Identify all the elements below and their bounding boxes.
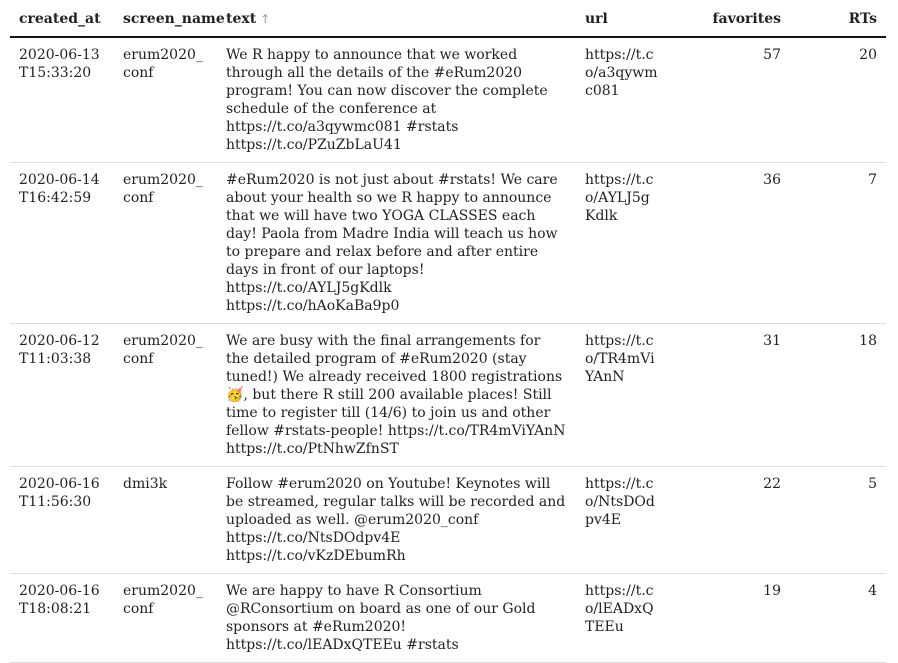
cell-rts: 18	[790, 324, 886, 467]
table-row	[10, 163, 886, 324]
header-screen-name-label: screen_name	[123, 11, 225, 27]
cell-url: https://t.co/NtsDOdpv4E	[576, 467, 669, 574]
cell-url: https://t.co/AYLJ5gKdlk	[576, 163, 669, 324]
cell-rts: 4	[790, 574, 886, 663]
cell-screen-name: erum2020_conf	[114, 37, 217, 163]
cell-screen-name: erum2020_conf	[114, 574, 217, 663]
header-created-at[interactable]	[10, 0, 114, 37]
cell-text	[217, 324, 576, 467]
table-row	[10, 324, 886, 467]
cell-created-at: 2020-06-13T15:33:20	[10, 37, 114, 163]
cell-favorites: 19	[669, 574, 790, 663]
cell-created-at: 2020-06-16T11:56:30	[10, 467, 114, 574]
cell-favorites: 22	[669, 467, 790, 574]
header-text[interactable]	[217, 0, 576, 37]
cell-screen-name: erum2020_conf	[114, 163, 217, 324]
header-text-label: text	[226, 11, 257, 27]
cell-text-part: , but there R still 200 available places! Still time to register till (14/6) to join us and other fellow #rstats-people! https://t.co/TR4mViYAnN https://t.co/PtNhwZfnST	[226, 387, 566, 457]
cell-text: Follow #erum2020 on Youtube! Keynotes will be streamed, regular talks will be recorded and uploaded as well. @erum2020_conf https://t.co/NtsDOdpv4E https://t.co/vKzDEbumRh	[217, 467, 576, 574]
cell-text: #eRum2020 is not just about #rstats! We care about your health so we R happy to announce that we will have two YOGA CLASSES each day! Paola from Madre India will teach us how to prepare and relax before and after entire days in front of our laptops! https://t.co/AYLJ5gKdlk https://t.co/hAoKaBa9p0	[217, 163, 576, 324]
cell-rts: 5	[790, 467, 886, 574]
cell-created-at: 2020-06-16T18:08:21	[10, 574, 114, 663]
cell-screen-name: dmi3k	[114, 467, 217, 574]
header-created-at-label: created_at	[19, 11, 101, 27]
cell-favorites: 36	[669, 163, 790, 324]
cell-favorites: 57	[669, 37, 790, 163]
table-body	[10, 37, 886, 663]
header-rts-label: RTs	[848, 11, 877, 27]
header-favorites-label: favorites	[712, 11, 781, 27]
header-screen-name[interactable]	[114, 0, 225, 37]
cell-rts: 7	[790, 163, 886, 324]
table-row	[10, 37, 886, 163]
table-row	[10, 574, 886, 663]
cell-url: https://t.co/TR4mViYAnN	[576, 324, 669, 467]
cell-screen-name: erum2020_conf	[114, 324, 217, 467]
cell-rts: 20	[790, 37, 886, 163]
table-row	[10, 467, 886, 574]
cell-text: We are happy to have R Consortium @RConsortium on board as one of our Gold sponsors at #eRum2020! https://t.co/lEADxQTEEu #rstats	[217, 574, 576, 663]
sort-ascending-icon[interactable]: ↑	[260, 12, 271, 26]
header-favorites[interactable]	[669, 0, 790, 37]
party-face-icon: 🥳	[226, 387, 244, 403]
header-url[interactable]	[576, 0, 669, 37]
cell-created-at: 2020-06-12T11:03:38	[10, 324, 114, 467]
cell-favorites: 31	[669, 324, 790, 467]
header-row	[10, 0, 886, 37]
cell-text: We R happy to announce that we worked through all the details of the #eRum2020 program! You can now discover the complete schedule of the conference at https://t.co/a3qywmc081 #rstats https://t.co/PZuZbLaU41	[217, 37, 576, 163]
tweets-table	[10, 0, 886, 663]
header-rts[interactable]	[790, 0, 886, 37]
cell-url: https://t.co/a3qywmc081	[576, 37, 669, 163]
cell-created-at: 2020-06-14T16:42:59	[10, 163, 114, 324]
table-header	[10, 0, 886, 37]
header-url-label: url	[585, 11, 608, 27]
cell-text-part: We are busy with the final arrangements for the detailed program of #eRum2020 (stay tuned!) We already received 1800 registrations	[226, 333, 563, 385]
cell-url: https://t.co/lEADxQTEEu	[576, 574, 669, 663]
